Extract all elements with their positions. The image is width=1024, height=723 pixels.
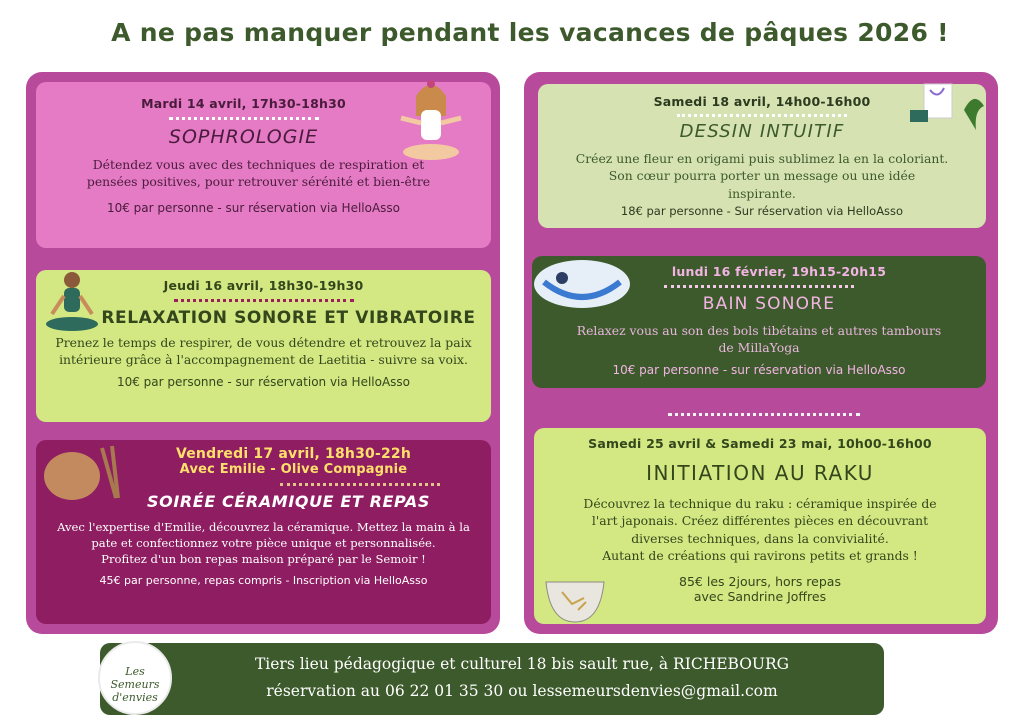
pottery-illustration bbox=[40, 440, 126, 506]
divider bbox=[174, 299, 354, 302]
event-host: Avec Emilie - Olive Compagnie bbox=[179, 462, 408, 477]
event-card-relaxation bbox=[36, 270, 491, 422]
event-price: 10€ par personne - sur réservation via HelloAsso bbox=[116, 374, 411, 389]
hammock-illustration bbox=[532, 256, 632, 310]
meditation-illustration bbox=[386, 78, 476, 168]
right-column bbox=[524, 72, 998, 634]
brand-logo: Les Semeurs d'envies bbox=[98, 641, 172, 715]
event-title: INITIATION AU RAKU bbox=[646, 461, 874, 485]
footer-contact[interactable]: réservation au 06 22 01 35 30 ou lessemeursdenvies@gmail.com bbox=[266, 682, 778, 700]
event-title: RELAXATION SONORE ET VIBRATOIRE bbox=[101, 308, 476, 328]
footer-address: Tiers lieu pédagogique et culturel 18 bis sault rue, à RICHEBOURG bbox=[254, 655, 790, 673]
event-description: Détendez vous avec des techniques de respiration et pensées positives, pour retrouver sérénité et bien-être bbox=[86, 157, 431, 190]
event-price: 10€ par personne - sur réservation via HelloAsso bbox=[612, 362, 906, 377]
event-date: lundi 16 février, 19h15-20h15 bbox=[671, 264, 887, 279]
event-title: SOIRÉE CÉRAMIQUE ET REPAS bbox=[147, 492, 430, 511]
divider bbox=[169, 117, 319, 120]
event-date: Vendredi 17 avril, 18h30-22h bbox=[175, 446, 412, 462]
event-price: 45€ par personne, repas compris - Inscription via HelloAsso bbox=[99, 573, 428, 587]
event-description: Découvrez la technique du raku : céramique inspirée de l'art japonais. Créez différentes pièces en découvrant diverses techniques, dans la convivialité. Autant de créations qui ravirons petits et grands ! bbox=[583, 496, 937, 564]
divider bbox=[664, 285, 854, 288]
raku-bowl-illustration bbox=[542, 574, 608, 626]
event-price: 18€ par personne - Sur réservation via HelloAsso bbox=[620, 204, 904, 219]
event-date: Samedi 25 avril & Samedi 23 mai, 10h00-16h00 bbox=[588, 436, 932, 451]
drawing-illustration bbox=[906, 80, 988, 136]
event-description: Prenez le temps de respirer, de vous détendre et retrouvez la paix intérieure grâce à l'accompagnement de Laetitia - suivre sa voix. bbox=[55, 335, 472, 368]
event-date: Jeudi 16 avril, 18h30-19h30 bbox=[163, 278, 364, 293]
event-description: Relaxez vous au son des bols tibétains et autres tambours de MillaYoga bbox=[576, 323, 942, 356]
event-date: Samedi 18 avril, 14h00-16h00 bbox=[653, 94, 871, 109]
divider bbox=[677, 114, 847, 117]
event-title: DESSIN INTUITIF bbox=[679, 121, 845, 142]
yoga-illustration bbox=[42, 268, 102, 338]
event-title: SOPHROLOGIE bbox=[168, 126, 319, 148]
event-description: Avec l'expertise d'Emilie, découvrez la céramique. Mettez la main à la pate et confectionnez votre pièce unique et personnalisée. Profitez d'un bon repas maison préparé par le Semoir ! bbox=[57, 520, 470, 567]
divider bbox=[280, 483, 440, 486]
event-title: BAIN SONORE bbox=[702, 294, 836, 314]
event-price: 10€ par personne - sur réservation via HelloAsso bbox=[106, 200, 401, 215]
event-description: Créez une fleur en origami puis sublimez la en la coloriant. Son cœur pourra porter un message ou une idée inspirante. bbox=[575, 151, 949, 201]
event-date: Mardi 14 avril, 17h30-18h30 bbox=[141, 96, 346, 111]
page-title: A ne pas manquer pendant les vacances de pâques 2026 ! bbox=[111, 18, 949, 47]
footer-bar bbox=[100, 643, 884, 715]
event-price: 85€ les 2jours, hors repas avec Sandrine Joffres bbox=[679, 574, 841, 605]
section-divider bbox=[668, 413, 860, 416]
